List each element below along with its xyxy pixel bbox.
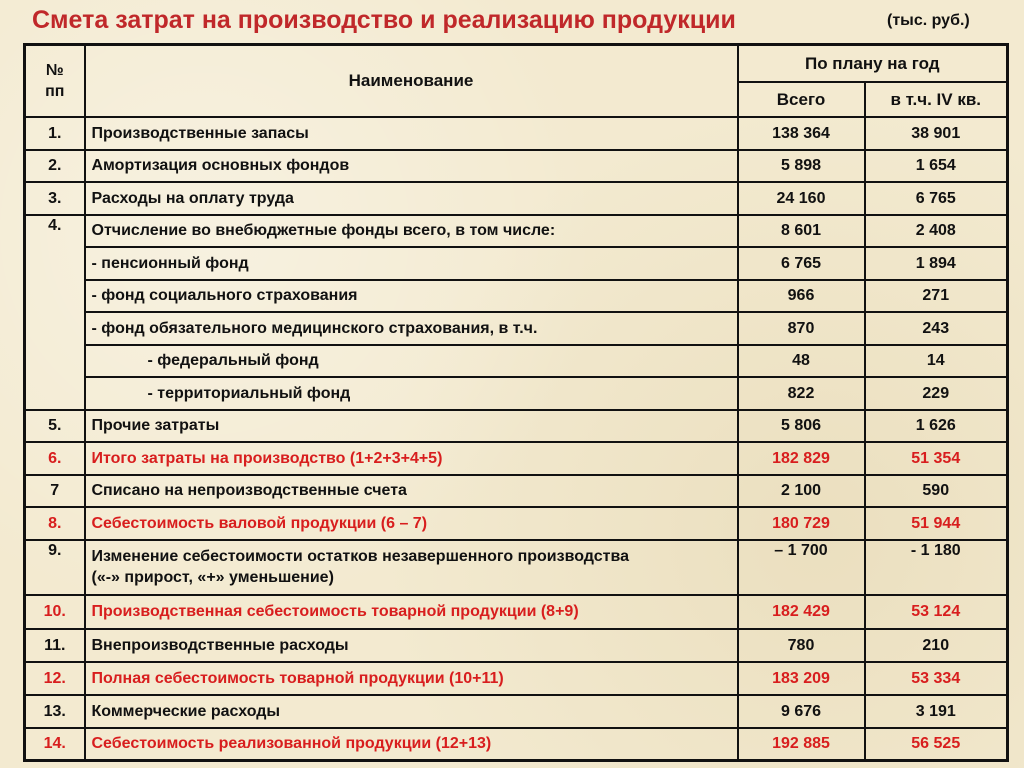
header-no bbox=[25, 45, 85, 117]
row-total: 192 885 bbox=[738, 728, 865, 761]
row-number: 1. bbox=[25, 117, 85, 150]
table-row bbox=[25, 150, 1008, 182]
table-row bbox=[25, 410, 1008, 442]
table-row bbox=[25, 377, 1008, 410]
row-total: – 1 700 bbox=[738, 540, 865, 595]
table-row bbox=[25, 117, 1008, 150]
row-name: Себестоимость валовой продукции (6 – 7) bbox=[85, 507, 738, 540]
header-name: Наименование bbox=[85, 45, 738, 117]
page-title: Смета затрат на производство и реализацию продукции bbox=[32, 6, 736, 34]
row-name: Итого затраты на производство (1+2+3+4+5) bbox=[85, 442, 738, 475]
row-total: 183 209 bbox=[738, 662, 865, 695]
header-no-line1: № bbox=[45, 61, 64, 79]
row-total: 24 160 bbox=[738, 182, 865, 215]
row-name: Полная себестоимость товарной продукции (10+11) bbox=[85, 662, 738, 695]
row-q4: 53 334 bbox=[865, 662, 1008, 695]
header-total: Всего bbox=[738, 82, 865, 117]
header-no-line2: пп bbox=[45, 82, 65, 100]
table-row bbox=[25, 345, 1008, 377]
row-total: 870 bbox=[738, 312, 865, 345]
row-name: Амортизация основных фондов bbox=[85, 150, 738, 182]
row-q4: 14 bbox=[865, 345, 1008, 377]
table-row bbox=[25, 280, 1008, 312]
row-number: 14. bbox=[25, 728, 85, 761]
row-name: - фонд обязательного медицинского страхования, в т.ч. bbox=[85, 312, 738, 345]
row-number: 4. bbox=[25, 215, 85, 410]
row-name: Расходы на оплату труда bbox=[85, 182, 738, 215]
table-row bbox=[25, 312, 1008, 345]
table-row bbox=[25, 507, 1008, 540]
row-total: 182 829 bbox=[738, 442, 865, 475]
row-total: 822 bbox=[738, 377, 865, 410]
row-q4: - 1 180 bbox=[865, 540, 1008, 595]
cost-estimate-table bbox=[23, 43, 1009, 762]
header-row-top bbox=[25, 45, 1008, 82]
row-q4: 3 191 bbox=[865, 695, 1008, 728]
row-name: Отчисление во внебюджетные фонды всего, в том числе: bbox=[85, 215, 738, 247]
row-total: 182 429 bbox=[738, 595, 865, 629]
table-row bbox=[25, 247, 1008, 280]
row-name: Производственные запасы bbox=[85, 117, 738, 150]
row-total: 180 729 bbox=[738, 507, 865, 540]
table-row bbox=[25, 442, 1008, 475]
table-row bbox=[25, 182, 1008, 215]
row-q4: 1 626 bbox=[865, 410, 1008, 442]
table-row bbox=[25, 215, 1008, 247]
row-q4: 6 765 bbox=[865, 182, 1008, 215]
row-number: 7 bbox=[25, 475, 85, 507]
row-number: 6. bbox=[25, 442, 85, 475]
row-number: 13. bbox=[25, 695, 85, 728]
row-total: 48 bbox=[738, 345, 865, 377]
row-name-line2: («-» прирост, «+» уменьшение) bbox=[91, 569, 334, 586]
table-row bbox=[25, 728, 1008, 761]
row-q4: 271 bbox=[865, 280, 1008, 312]
row-total: 780 bbox=[738, 629, 865, 662]
row-total: 966 bbox=[738, 280, 865, 312]
row-total: 2 100 bbox=[738, 475, 865, 507]
row-name: Коммерческие расходы bbox=[85, 695, 738, 728]
row-number: 9. bbox=[25, 540, 85, 595]
row-q4: 53 124 bbox=[865, 595, 1008, 629]
row-q4: 1 894 bbox=[865, 247, 1008, 280]
row-name bbox=[85, 540, 738, 595]
row-name: - федеральный фонд bbox=[85, 345, 738, 377]
row-number: 10. bbox=[25, 595, 85, 629]
row-q4: 229 bbox=[865, 377, 1008, 410]
row-number: 11. bbox=[25, 629, 85, 662]
table-row bbox=[25, 475, 1008, 507]
row-total: 6 765 bbox=[738, 247, 865, 280]
row-total: 9 676 bbox=[738, 695, 865, 728]
row-name-line1: Изменение себестоимости остатков незавершенного производства bbox=[91, 548, 629, 565]
row-q4: 2 408 bbox=[865, 215, 1008, 247]
table-row bbox=[25, 695, 1008, 728]
row-name: - фонд социального страхования bbox=[85, 280, 738, 312]
table-row bbox=[25, 629, 1008, 662]
row-number: 2. bbox=[25, 150, 85, 182]
row-q4: 243 bbox=[865, 312, 1008, 345]
table-row bbox=[25, 540, 1008, 595]
table-row bbox=[25, 662, 1008, 695]
row-total: 8 601 bbox=[738, 215, 865, 247]
row-number: 8. bbox=[25, 507, 85, 540]
row-number: 3. bbox=[25, 182, 85, 215]
row-name: Прочие затраты bbox=[85, 410, 738, 442]
row-name: - пенсионный фонд bbox=[85, 247, 738, 280]
row-name: Внепроизводственные расходы bbox=[85, 629, 738, 662]
row-number: 12. bbox=[25, 662, 85, 695]
header-q4: в т.ч. IV кв. bbox=[865, 82, 1008, 117]
row-q4: 590 bbox=[865, 475, 1008, 507]
table-row bbox=[25, 595, 1008, 629]
row-total: 5 806 bbox=[738, 410, 865, 442]
row-q4: 1 654 bbox=[865, 150, 1008, 182]
row-q4: 51 944 bbox=[865, 507, 1008, 540]
header-plan: По плану на год bbox=[738, 45, 1008, 82]
row-name: Списано на непроизводственные счета bbox=[85, 475, 738, 507]
row-q4: 51 354 bbox=[865, 442, 1008, 475]
unit-label: (тыс. руб.) bbox=[887, 12, 970, 29]
row-q4: 56 525 bbox=[865, 728, 1008, 761]
row-name: Производственная себестоимость товарной продукции (8+9) bbox=[85, 595, 738, 629]
row-name: Себестоимость реализованной продукции (12+13) bbox=[85, 728, 738, 761]
row-q4: 38 901 bbox=[865, 117, 1008, 150]
row-name: - территориальный фонд bbox=[85, 377, 738, 410]
row-total: 5 898 bbox=[738, 150, 865, 182]
row-total: 138 364 bbox=[738, 117, 865, 150]
row-number: 5. bbox=[25, 410, 85, 442]
row-q4: 210 bbox=[865, 629, 1008, 662]
